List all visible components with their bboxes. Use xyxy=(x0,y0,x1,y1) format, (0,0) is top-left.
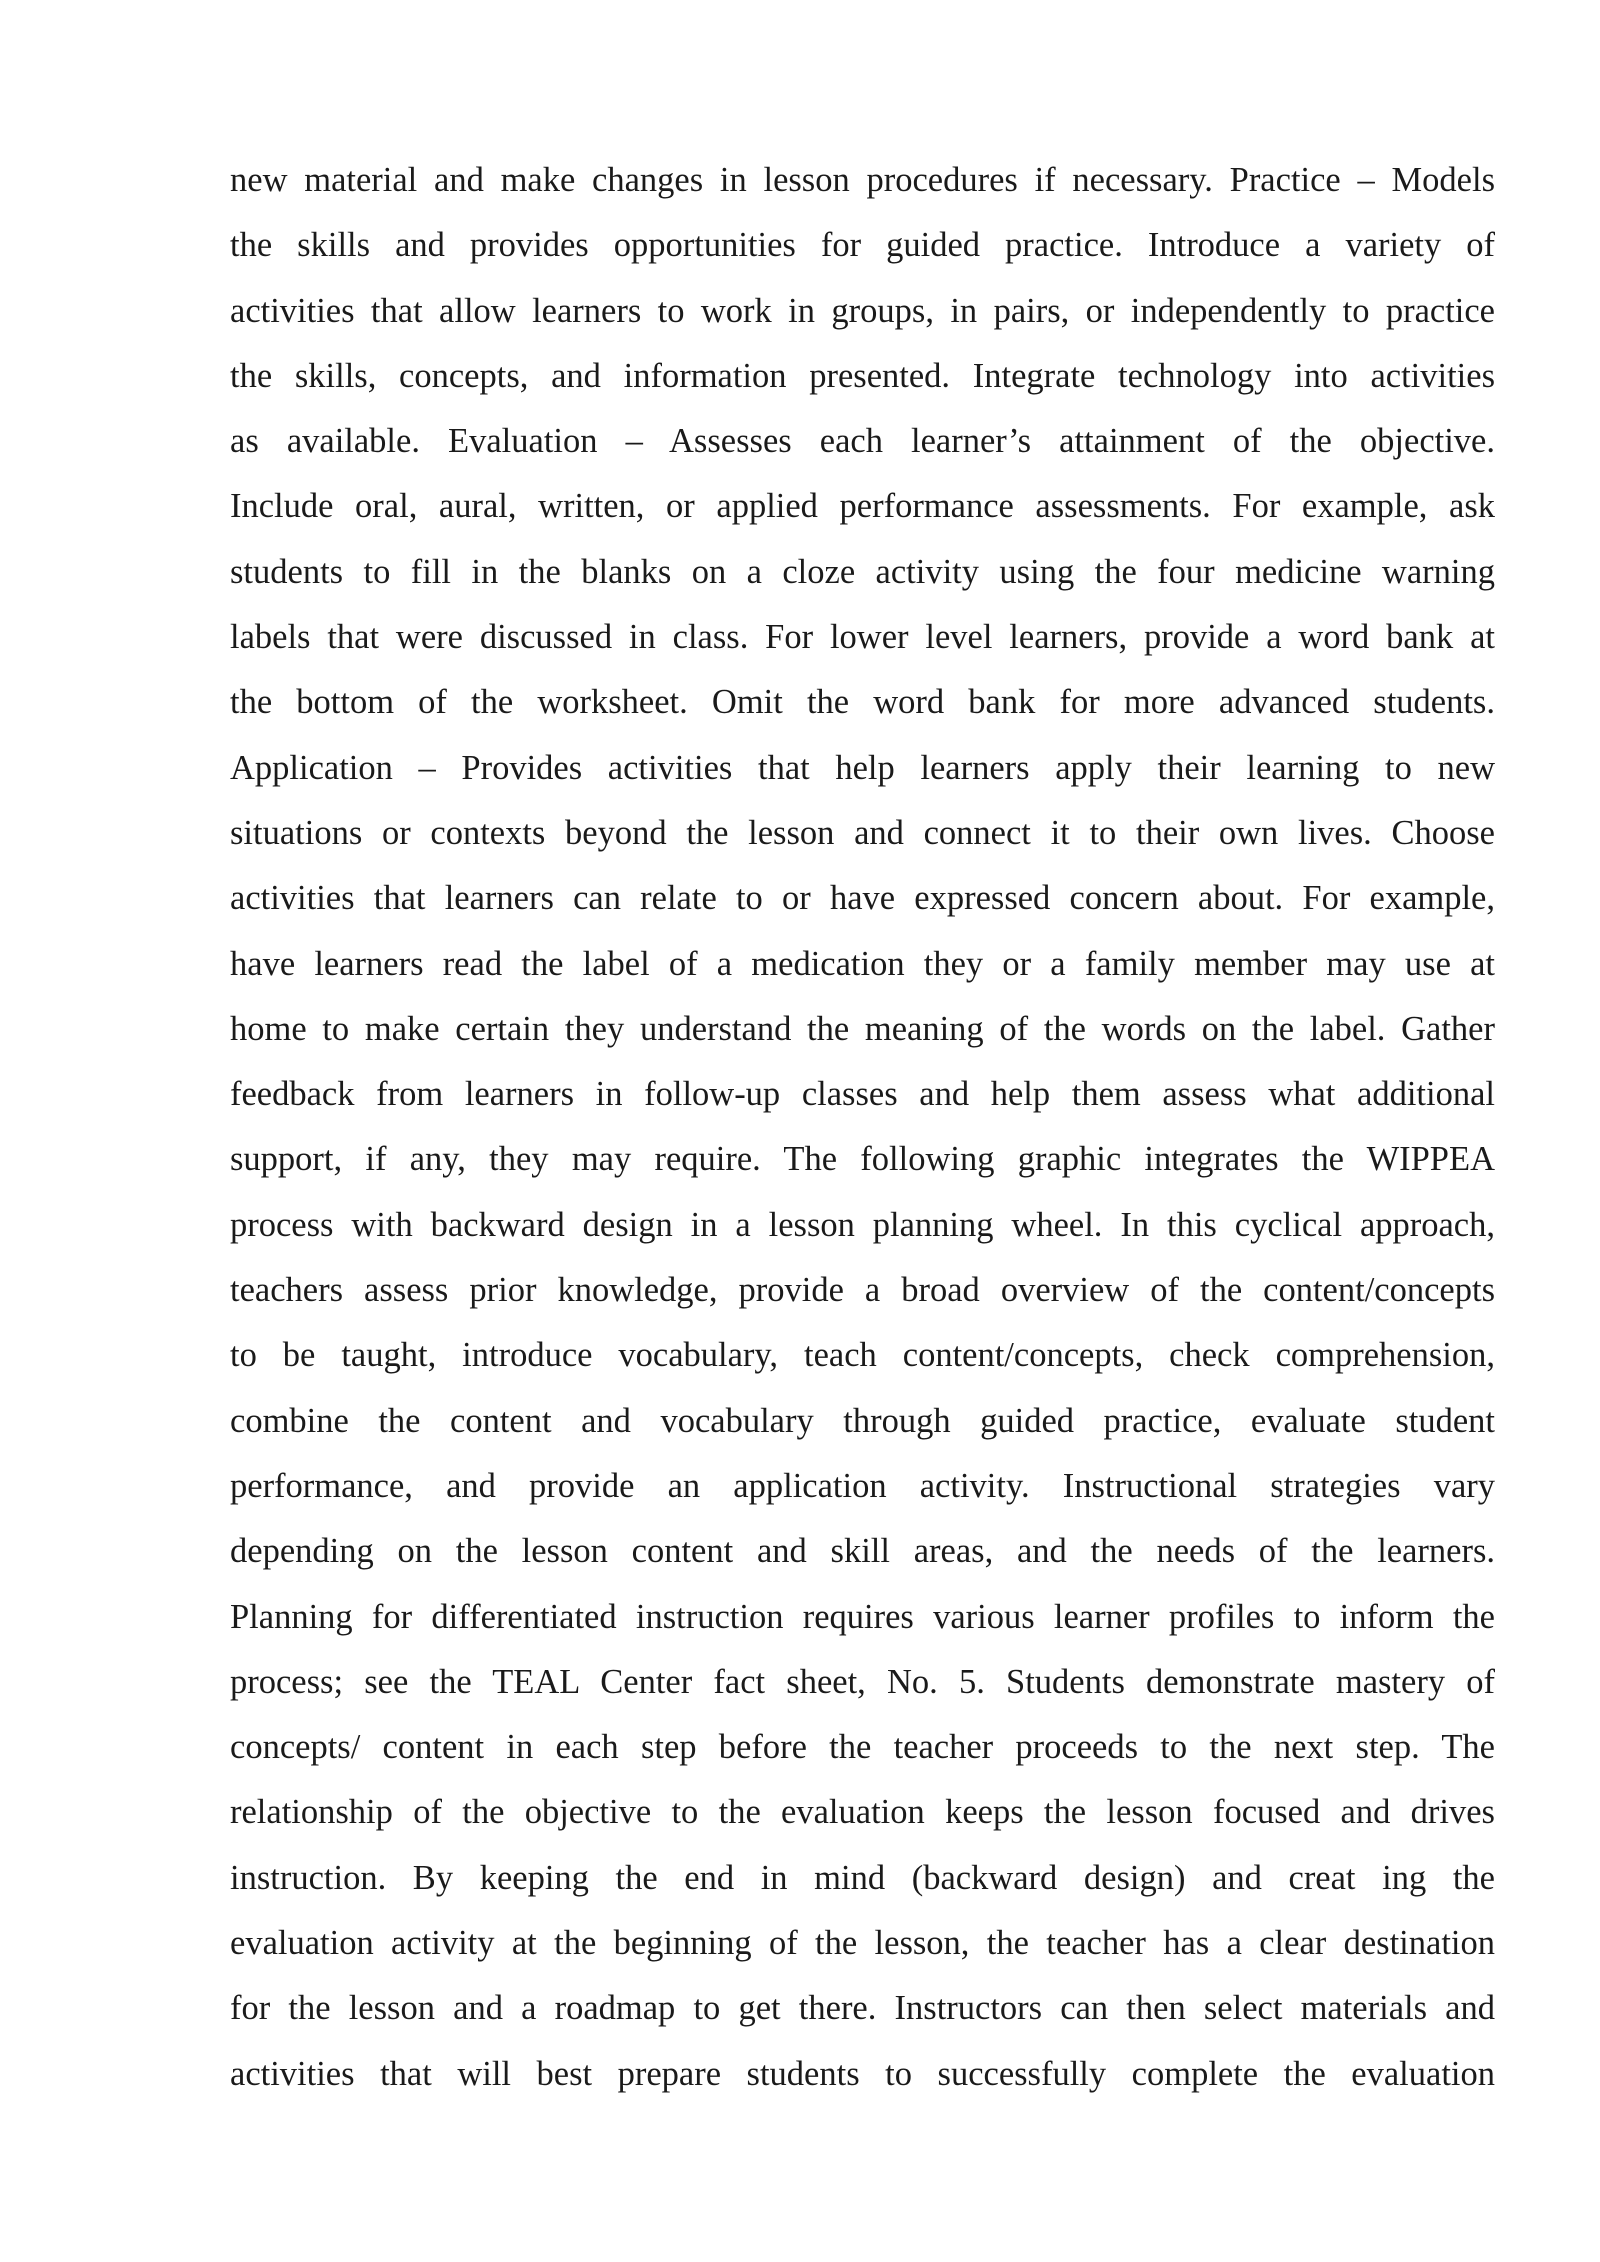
text-line: Include oral, aural, written, or applied performance assessments. For example, ask xyxy=(230,487,1495,526)
text-line: relationship of the objective to the evaluation keeps the lesson focused and drives xyxy=(230,1793,1495,1832)
text-line: activities that will best prepare students to successfully complete the evaluation xyxy=(230,2054,1495,2093)
text-line: combine the content and vocabulary through guided practice, evaluate student xyxy=(230,1401,1495,1440)
text-line: depending on the lesson content and skill areas, and the needs of the learners. xyxy=(230,1532,1495,1571)
text-line: process; see the TEAL Center fact sheet, No. 5. Students demonstrate mastery of xyxy=(230,1662,1495,1701)
text-line: for the lesson and a roadmap to get there. Instructors can then select materials and xyxy=(230,1989,1495,2028)
text-line: students to fill in the blanks on a cloze activity using the four medicine warning xyxy=(230,552,1495,591)
text-line: have learners read the label of a medication they or a family member may use at xyxy=(230,944,1495,983)
text-line: to be taught, introduce vocabulary, teach content/concepts, check comprehension, xyxy=(230,1336,1495,1375)
text-line: the bottom of the worksheet. Omit the word bank for more advanced students. xyxy=(230,683,1495,722)
text-line: activities that learners can relate to or have expressed concern about. For example, xyxy=(230,879,1495,918)
text-line: home to make certain they understand the meaning of the words on the label. Gather xyxy=(230,1009,1495,1048)
text-line: concepts/ content in each step before the teacher proceeds to the next step. The xyxy=(230,1728,1495,1767)
text-line: teachers assess prior knowledge, provide a broad overview of the content/concepts xyxy=(230,1271,1495,1310)
text-line: as available. Evaluation – Assesses each learner’s attainment of the objective. xyxy=(230,422,1495,461)
text-line: support, if any, they may require. The following graphic integrates the WIPPEA xyxy=(230,1140,1495,1179)
text-line: new material and make changes in lesson procedures if necessary. Practice – Models xyxy=(230,161,1495,199)
text-line: feedback from learners in follow-up classes and help them assess what additional xyxy=(230,1075,1495,1114)
text-line: performance, and provide an application activity. Instructional strategies vary xyxy=(230,1466,1495,1505)
text-line: the skills and provides opportunities for guided practice. Introduce a variety of xyxy=(230,226,1495,265)
text-line: process with backward design in a lesson planning wheel. In this cyclical approach, xyxy=(230,1205,1495,1244)
text-line: Planning for differentiated instruction requires various learner profiles to inform the xyxy=(230,1597,1495,1636)
text-line: the skills, concepts, and information presented. Integrate technology into activities xyxy=(230,356,1495,395)
body-paragraph xyxy=(230,148,1495,2107)
text-line: labels that were discussed in class. For lower level learners, provide a word bank at xyxy=(230,618,1495,657)
text-line: situations or contexts beyond the lesson and connect it to their own lives. Choose xyxy=(230,813,1495,852)
text-line: evaluation activity at the beginning of the lesson, the teacher has a clear destination xyxy=(230,1924,1495,1963)
text-line: activities that allow learners to work in groups, in pairs, or independently to practice xyxy=(230,291,1495,330)
text-line: Application – Provides activities that help learners apply their learning to new xyxy=(230,748,1495,787)
text-line: instruction. By keeping the end in mind (backward design) and creat ing the xyxy=(230,1858,1495,1897)
